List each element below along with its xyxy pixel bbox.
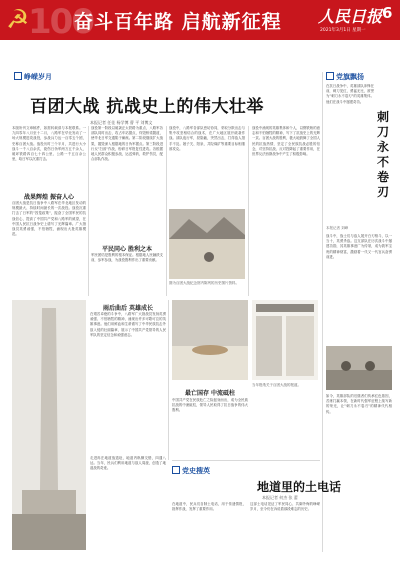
clipping-caption: 当年报纸关于百团大战的报道。: [252, 383, 301, 387]
body-text-block: 百团大战是抗日战争中八路军在华北地区发动的规模最大、持续时间最长的一次战役。战役沉重打击了日军的"囚笼政策"，振奋了全国军民的抗战信心，提高了中国共产党和八路军的威望，在中国人民抗日战争史上谱写了光辉篇章。广大指战员英勇顽强，不怕牺牲，涌现出大批英雄模范。: [12, 201, 86, 237]
section-tag-label: 党旗飘扬: [336, 73, 364, 81]
body-text-block: 走进冉庄地道战遗址，地道内纵横交错，四通八达。当年，民兵们利用地道与敌人周旋，创造了地道战的奇迹。: [90, 456, 166, 471]
paper-name: 人民日报: [318, 7, 383, 26]
subhead: 战果辉煌 振奋人心: [23, 194, 75, 201]
field-photo: [172, 300, 248, 380]
main-headline: 百团大战 抗战史上的伟大壮举: [30, 97, 264, 117]
photo-caption: 图为百团大战纪念馆内陈列的历史图片资料。: [169, 281, 239, 285]
field-image-icon: [172, 300, 248, 380]
section-divider: [172, 460, 320, 461]
subhead: 平民同心 胜利之本: [101, 246, 153, 253]
byline: 本报记者 任佳 杨学博 曹 平 刘博文: [90, 120, 153, 125]
subhead: 最亡国存 中流砥柱: [184, 390, 236, 397]
masthead-title: 奋斗百年路 启航新征程: [74, 11, 282, 33]
column-divider: [166, 126, 167, 296]
body-text-block: 战役中涌现的英雄集体和个人，以钢铁般的意志和不怕牺牲的精神，写下了抗战史上的光辉一页。百团大战的胜利，极大地鼓舞了全国人民的抗战热情，坚定了全民族抗战必胜的信念，对坚持抗战、反对投降起了重要作用，在世界反法西斯战争中产生了积极影响。: [252, 126, 320, 157]
bottom-byline: 本报记者 何杰 张 蕾: [262, 495, 298, 500]
section-tag-label: 党史搜英: [182, 467, 210, 475]
memorial-image-icon: [12, 300, 86, 550]
square-icon: [326, 72, 334, 80]
body-text-block: 中国共产党在民族危亡之际挺身而出，成为全民族抗战的中流砥柱，领导人民取得了抗日战争的伟大胜利。: [172, 398, 248, 413]
historic-photo-icon: [169, 209, 245, 279]
subhead: 雨后曲后 英雄成长: [102, 305, 154, 312]
body-text-block: 在地道中，民兵们自制土电话，用于传递情报，指挥作战，发挥了重要作用。: [172, 502, 246, 512]
date-line: 2021年3月1日 星期一: [320, 28, 366, 33]
body-text-block: 战斗中，战士们与敌人展开白刃格斗，以一当十，英勇杀敌。这支部队在历次战斗中屡建功勋，其英雄事迹广为传颂，成为我军宝贵的精神财富，激励着一代又一代官兵奋勇前进。: [326, 234, 392, 259]
square-icon: [172, 466, 180, 474]
column-divider: [88, 126, 89, 296]
section-tag: [14, 72, 52, 82]
side-photo: [326, 346, 392, 390]
deco-number: 100: [28, 2, 93, 42]
body-text-block: 战役第一阶段以破袭正太铁路为重点，八路军各部队同时出击，攻占车站据点，炸毁桥梁隧道，使华北日军交通陷于瘫痪。第二阶段继续扩大战果，摧毁深入根据地的日伪军据点。第三阶段进行反"扫荡"作战，粉碎日军报复性进攻。各根据地人民群众积极参战，运送弹药，救护伤员，配合部队作战。: [91, 126, 163, 162]
square-icon: [14, 72, 22, 80]
body-text-block: 军民团结是胜利的根本保证。根据地人民踊跃支前，参军参战，为战役胜利作出了重要贡献。: [91, 253, 163, 263]
side-headline: 刺刀永不卷刃: [376, 110, 389, 199]
newspaper-clipping: [252, 300, 318, 380]
side-byline: 本报记者 刘峰: [326, 226, 349, 230]
newspaper-image-icon: [252, 300, 318, 380]
body-text-block: 在艰苦卓绝的斗争中，八路军广大指战员发扬英勇顽强、不怕牺牲的精神，涌现出许多可歌可泣的英雄事迹。他们用鲜血和生命谱写了中华民族抗击外敌入侵的壮丽篇章，展示了中国共产党领导的人民军队的坚定信念和顽强意志。: [90, 312, 166, 337]
body-text-block: 战役中，八路军各部队密切协同，采取分散出击与集中攻坚相结合的战术，在广大地区展开破袭作战。部队夜行军，昼隐蔽，突然出击，打得敌人措手不及。娘子关、阳泉、井陉煤矿等重要目标相继被攻克。: [169, 126, 245, 151]
section-tag: [326, 72, 364, 82]
section-tag: [172, 466, 210, 476]
soldiers-image-icon: [326, 346, 392, 390]
section-tag-label: 峥嵘岁月: [24, 73, 52, 81]
bottom-headline: 地道里的土电话: [257, 480, 342, 494]
body-text-block: 如今，英雄部队的后继者们传承红色基因，苦练打赢本领，在新时代强军征程上续写新的荣光，让"刺刀永不卷刃"的精神代代相传。: [326, 394, 392, 414]
body-text-block: 在抗日战争中，英雄部队冲锋在前，刺刀见红，勇猛无比，被誉为"刺刀永不卷刃"的英雄集体。他们在战斗中屡建奇功。: [326, 84, 374, 104]
article-photo: [169, 209, 245, 279]
page-number: 6: [382, 4, 393, 22]
memorial-photo: [12, 300, 86, 550]
column-divider: [168, 300, 169, 460]
hammer-sickle-icon: ☭: [6, 5, 30, 35]
body-text-block: 本版所刊文章稿件，如需转载请与本报联系。一九四零年八月至十二月，八路军在华北发动了一场大规模进攻战役，参战兵力达一百零五个团，史称百团大战。战役历时三个半月，共进行大小战斗一千八百余次，毙伤日伪军两万五千余人，破坏铁路四百七十四公里、公路一千五百余公里，给日军以沉重打击。: [12, 126, 86, 162]
column-divider: [248, 126, 249, 296]
body-text-block: 这部土电话见证了军民同心、共御外侮的峥嵘岁月，至今仍在诉说着那段难忘的历史。: [250, 502, 320, 512]
